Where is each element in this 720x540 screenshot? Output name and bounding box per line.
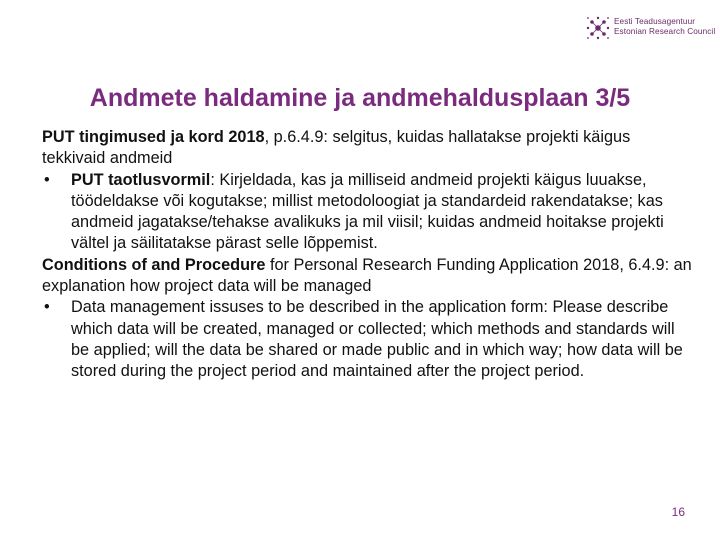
english-intro-text: for Personal Research Funding Application 2018, 6.4.9: an explanation how project data will be managed bbox=[42, 255, 692, 296]
estonian-intro-text: , p.6.4.9: selgitus, kuidas hallatakse projekti käigus tekkivaid andmeid bbox=[42, 128, 631, 168]
logo-text bbox=[614, 17, 715, 37]
logo-line-estonian: Eesti Teadusagentuur bbox=[614, 17, 696, 26]
estonian-intro-heading: PUT tingimused ja kord 2018 bbox=[42, 128, 265, 146]
ornament-icon bbox=[583, 13, 613, 43]
slide-body bbox=[42, 127, 694, 383]
estonian-bullet-text: : Kirjeldada, kas ja milliseid andmeid projekti käigus luuakse, töödeldakse või kogutakse; millist metodoloogiat ja standardeid rakendatakse; kas andmeid jagatakse/tehakse avalikuks ja mil viisil; kuidas andmeid hoitakse projekti vältel ja säilitatakse pärast selle lõppemist. bbox=[71, 170, 664, 253]
logo-line-english: Estonian Research Council bbox=[614, 27, 716, 36]
slide-title: Andmete haldamine ja andmehaldusplaan 3/5 bbox=[89, 84, 631, 112]
english-intro bbox=[42, 255, 694, 298]
english-intro-heading: Conditions of and Procedure bbox=[42, 255, 266, 274]
english-bullet bbox=[42, 297, 694, 382]
english-bullet-text: Data management issuses to be described in the application form: Please describe which data will be created, managed or collected; which methods and standards will be applied; will the data be shared or made public and in which way; how data will be stored during the project period and maintained after the project period. bbox=[71, 298, 683, 381]
bullet-marker: • bbox=[44, 298, 50, 317]
estonian-research-council-logo bbox=[583, 13, 716, 43]
estonian-bullet bbox=[42, 170, 694, 255]
estonian-intro bbox=[42, 127, 694, 170]
estonian-bullet-heading: PUT taotlusvormil bbox=[71, 170, 211, 189]
page-number: 16 bbox=[671, 505, 685, 519]
bullet-marker: • bbox=[44, 170, 50, 189]
